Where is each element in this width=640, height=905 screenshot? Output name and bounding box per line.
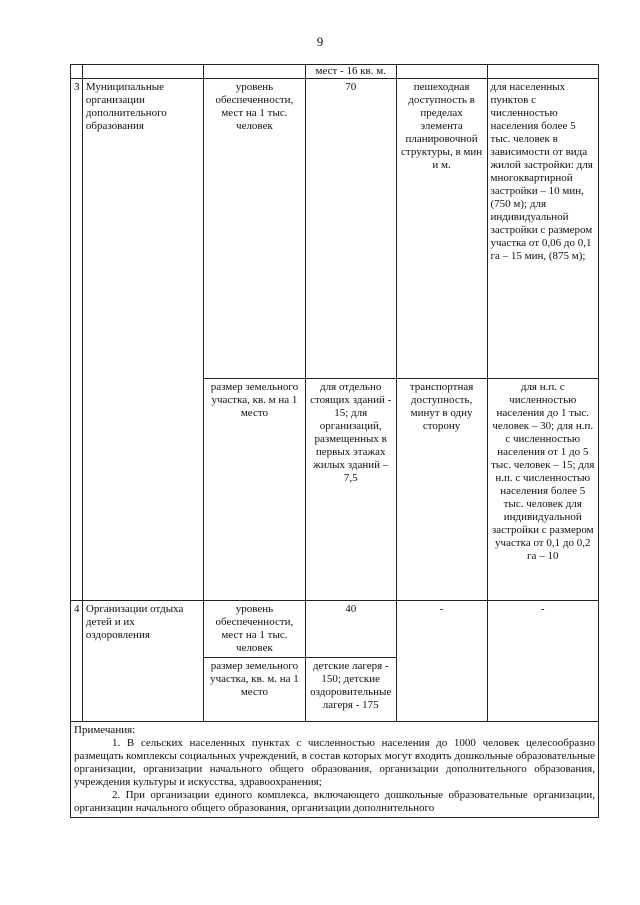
norms-cell: - xyxy=(487,601,598,722)
accessibility-cell: транспортная доступность, минут в одну сторону xyxy=(396,379,487,601)
note-paragraph: 2. При организации единого комплекса, включающего дошкольные образовательные организации, организации начального общего образования, организации дополнительного xyxy=(74,789,595,814)
norms-cell: для населенных пунктов с численностью населения более 5 тыс. человек в зависимости от вида жилой застройки: для многоквартирной застройки – 10 мин, (750 м); для индивидуальной застройки с размером участка от 0,06 до 0,1 га – 15 мин, (875 м); xyxy=(487,79,598,379)
value-cell: 40 xyxy=(305,601,396,658)
notes-row xyxy=(71,722,599,818)
table-row-carryover xyxy=(71,65,599,79)
indicator-cell: размер земельного участка, кв. м на 1 место xyxy=(204,379,306,601)
value-cell: детские лагеря - 150; детские оздоровительные лагеря - 175 xyxy=(305,658,396,722)
table-row xyxy=(71,601,599,658)
notes-title: Примечания: xyxy=(74,724,136,736)
indicator-cell: размер земельного участка, кв. м. на 1 место xyxy=(204,658,306,722)
note-paragraph: 1. В сельских населенных пунктах с численностью населения до 1000 человек целесообразно размещать комплексы социальных учреждений, в состав которых могут входить дошкольные образовательные организации, организации начального общего образования, организации дополнительного образования, учреждения культуры и искусства, здравоохранения; xyxy=(74,737,595,788)
value-cell: 70 xyxy=(305,79,396,379)
carryover-cell: мест - 16 кв. м. xyxy=(305,65,396,79)
value-cell: для отдельно стоящих зданий - 15; для организаций, размещенных в первых этажах жилых зданий – 7,5 xyxy=(305,379,396,601)
indicator-cell: уровень обеспеченности, мест на 1 тыс. человек xyxy=(204,601,306,658)
norms-table xyxy=(70,64,599,818)
norms-cell: для н.п. с численностью населения до 1 тыс. человек – 30; для н.п. с численностью населения от 1 до 5 тыс. человек – 15; для н.п. с численностью населения более 5 тыс. человек для индивидуальной застройки с размером участка от 0,1 до 0,2 га – 10 xyxy=(487,379,598,601)
notes-cell xyxy=(71,722,599,818)
accessibility-cell: - xyxy=(396,601,487,722)
row-number: 4 xyxy=(71,601,83,722)
table-cell xyxy=(82,65,203,79)
table-cell xyxy=(396,65,487,79)
table-cell xyxy=(487,65,598,79)
table-cell xyxy=(71,65,83,79)
accessibility-cell: пешеходная доступность в пределах элемента планировочной структуры, в мин и м. xyxy=(396,79,487,379)
table-row xyxy=(71,79,599,379)
indicator-cell: уровень обеспеченности, мест на 1 тыс. человек xyxy=(204,79,306,379)
table-cell xyxy=(204,65,306,79)
row-number: 3 xyxy=(71,79,83,601)
facility-name: Муниципальные организации дополнительного образования xyxy=(82,79,203,601)
page-number: 9 xyxy=(316,34,324,49)
facility-name: Организации отдыха детей и их оздоровления xyxy=(82,601,203,722)
